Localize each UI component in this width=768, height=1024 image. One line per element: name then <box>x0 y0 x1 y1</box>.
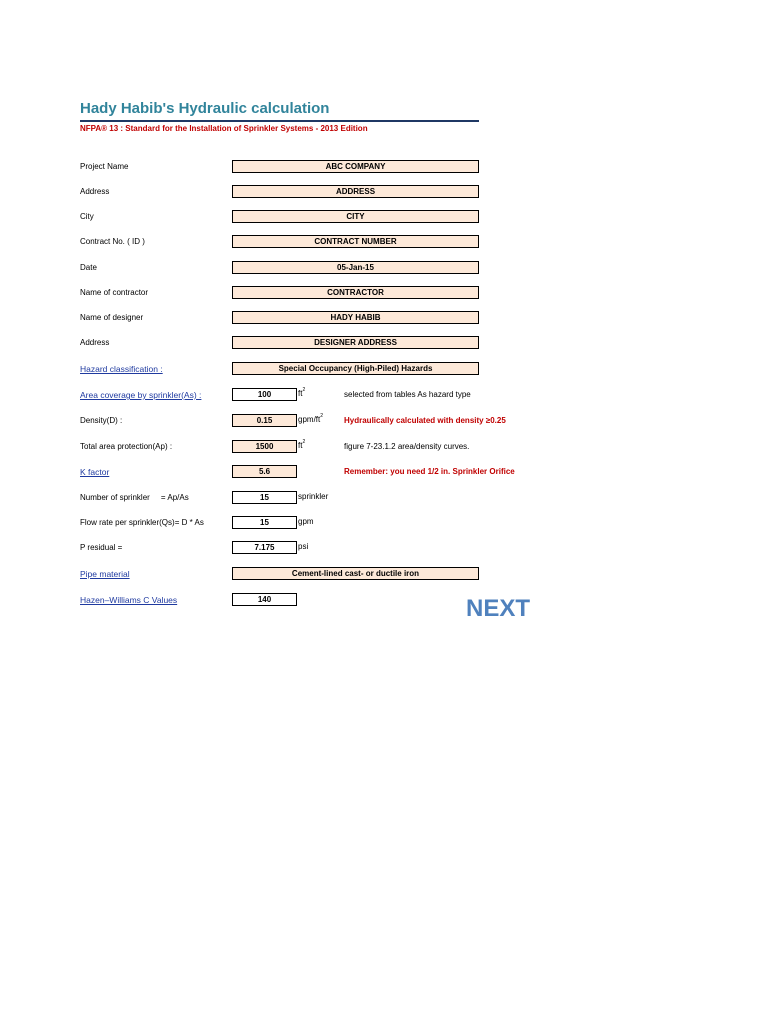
address-row <box>0 185 768 201</box>
p-residual-label: P residual = <box>80 543 123 552</box>
p-residual-field: 7.175 <box>232 541 297 554</box>
city-label: City <box>80 212 94 221</box>
contract-no-label: Contract No. ( ID ) <box>80 237 145 246</box>
title-divider <box>80 120 479 122</box>
project-name-row <box>0 160 768 176</box>
area-coverage-link[interactable]: Area coverage by sprinkler(As) : <box>80 390 202 400</box>
density-note: Hydraulically calculated with density ≥0.25 <box>344 416 506 425</box>
designer-address-row <box>0 336 768 352</box>
total-area-unit: $ft^2$ <box>298 439 306 450</box>
k-factor-link[interactable]: K factor <box>80 467 110 477</box>
hazard-classification-link[interactable]: Hazard classification : <box>80 364 163 374</box>
num-sprinklers-unit: sprinkler <box>298 492 329 501</box>
k-factor-row <box>0 465 768 481</box>
num-sprinklers-row <box>0 491 768 507</box>
hazen-williams-row <box>0 593 768 609</box>
hazard-classification-field[interactable]: Special Occupancy (High-Piled) Hazards <box>232 362 479 375</box>
project-name-field[interactable]: ABC COMPANY <box>232 160 479 173</box>
density-unit: gpm/$ft^2$ <box>298 413 324 424</box>
num-sprinklers-field: 15 <box>232 491 297 504</box>
pipe-material-link[interactable]: Pipe material <box>80 569 130 579</box>
density-label: Density(D) : <box>80 416 123 425</box>
city-row <box>0 210 768 226</box>
hazard-row <box>0 362 768 378</box>
k-factor-field[interactable]: 5.6 <box>232 465 297 478</box>
area-coverage-field[interactable]: 100 <box>232 388 297 401</box>
designer-label: Name of designer <box>80 313 144 322</box>
address-label: Address <box>80 187 110 196</box>
next-button[interactable]: NEXT <box>466 595 531 622</box>
contractor-field[interactable]: CONTRACTOR <box>232 286 479 299</box>
contract-no-row <box>0 235 768 251</box>
flow-rate-row <box>0 516 768 532</box>
total-area-label: Total area protection(Ap) : <box>80 442 173 451</box>
total-area-row <box>0 440 768 456</box>
page-title: Hady Habib's Hydraulic calculation <box>80 100 330 117</box>
k-factor-note: Remember: you need 1/2 in. Sprinkler Orifice <box>344 467 515 476</box>
page-subtitle: NFPA® 13 : Standard for the Installation of Sprinkler Systems - 2013 Edition <box>80 124 368 133</box>
designer-row <box>0 311 768 327</box>
date-row <box>0 261 768 277</box>
contractor-row <box>0 286 768 302</box>
pipe-material-field[interactable]: Cement-lined cast- or ductile iron <box>232 567 479 580</box>
area-coverage-unit: $ft^2$ <box>298 387 306 398</box>
area-coverage-row <box>0 388 768 404</box>
total-area-note: figure 7-23.1.2 area/density curves. <box>344 442 470 451</box>
num-sprinklers-label: Number of sprinkler = Ap/As <box>80 493 189 502</box>
project-name-label: Project Name <box>80 162 129 171</box>
flow-rate-unit: gpm <box>298 517 314 526</box>
city-field[interactable]: CITY <box>232 210 479 223</box>
date-field[interactable]: 05-Jan-15 <box>232 261 479 274</box>
density-field[interactable]: 0.15 <box>232 414 297 427</box>
date-label: Date <box>80 263 97 272</box>
area-coverage-note: selected from tables As hazard type <box>344 390 471 399</box>
density-row <box>0 414 768 430</box>
flow-rate-field: 15 <box>232 516 297 529</box>
designer-address-field[interactable]: DESIGNER ADDRESS <box>232 336 479 349</box>
designer-address-label: Address <box>80 338 110 347</box>
contract-no-field[interactable]: CONTRACT NUMBER <box>232 235 479 248</box>
p-residual-row <box>0 541 768 557</box>
designer-field[interactable]: HADY HABIB <box>232 311 479 324</box>
pipe-material-row <box>0 567 768 583</box>
address-field[interactable]: ADDRESS <box>232 185 479 198</box>
total-area-field[interactable]: 1500 <box>232 440 297 453</box>
hazen-williams-link[interactable]: Hazen–Williams C Values <box>80 595 178 605</box>
flow-rate-label: Flow rate per sprinkler(Qs)= D * As <box>80 518 204 527</box>
hazen-williams-field[interactable]: 140 <box>232 593 297 606</box>
contractor-label: Name of contractor <box>80 288 149 297</box>
p-residual-unit: psi <box>298 542 309 551</box>
